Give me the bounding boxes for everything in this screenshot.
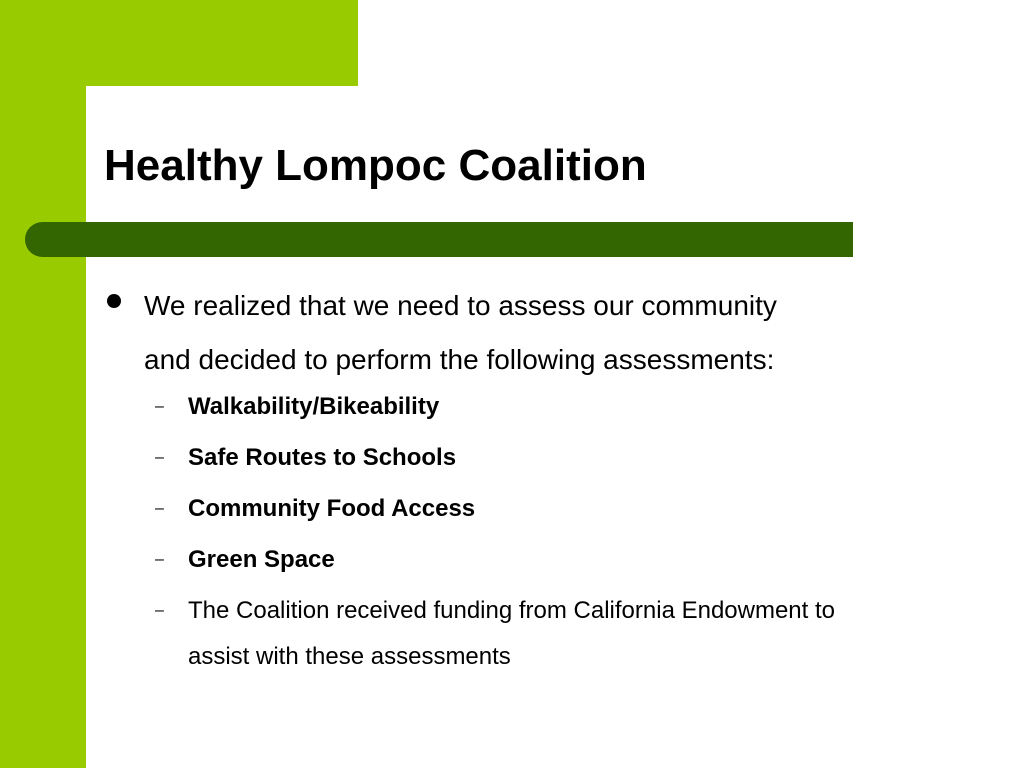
main-bullet-line-1: We realized that we need to assess our community — [144, 290, 777, 321]
sub-item-label: Walkability/Bikeability — [188, 393, 440, 420]
slide-title: Healthy Lompoc Coalition — [104, 141, 647, 190]
dash-bullet-icon: – — [155, 398, 164, 415]
sub-item-label: Green Space — [188, 546, 335, 573]
dash-bullet-icon: – — [155, 602, 164, 619]
main-bullet-line-2: and decided to perform the following assessments: — [144, 344, 775, 375]
title-underline-bar — [25, 222, 853, 257]
dash-bullet-icon: – — [155, 500, 164, 517]
sub-item-label: Community Food Access — [188, 495, 476, 522]
bullet-dot-icon — [107, 294, 121, 308]
sub-item-funding-text — [188, 588, 983, 680]
decorative-green-left-band — [0, 0, 86, 768]
dash-bullet-icon: – — [155, 449, 164, 466]
main-bullet-text — [144, 279, 944, 387]
dash-bullet-icon: – — [155, 551, 164, 568]
sub-item-line-1: The Coalition received funding from California Endowment to — [188, 597, 836, 624]
sub-item-line-2: assist with these assessments — [188, 643, 511, 670]
sub-item-label: Safe Routes to Schools — [188, 444, 457, 471]
